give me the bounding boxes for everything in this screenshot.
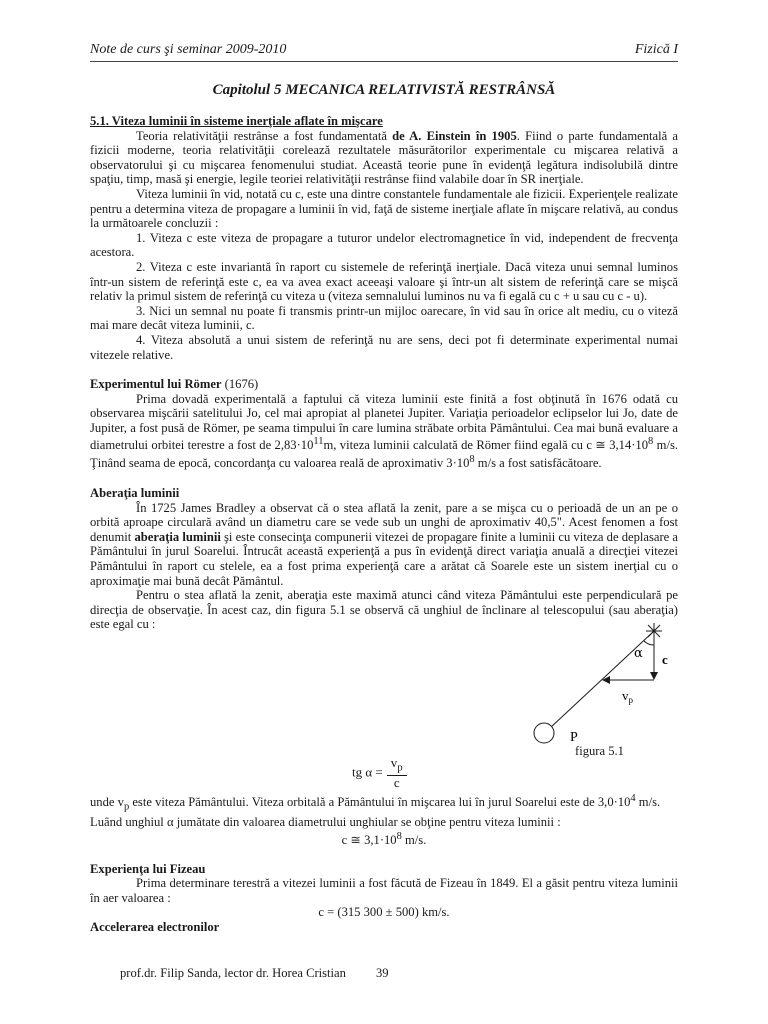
section-heading-aberatia: Aberaţia luminii [90, 486, 180, 501]
alpha-arc [644, 641, 654, 645]
section-heading-fizeau: Experienţa lui Fizeau [90, 861, 206, 876]
conclusion-3: 3. Nici un semnal nu poate fi transmis printr-un mijloc oarecare, în vid sau în orice alt mediu, cu o viteză mai mare decât viteza luminii, c. [90, 303, 678, 333]
conclusion-2: 2. Viteza c este invariantă în raport cu sistemele de referinţă inerţiale. Dacă viteza unui semnal luminos într-un sistem de referinţă este c, ea va avea exact aceeaşi valoare şi într-un alt sistem de referinţă care se mişcă relativ la primul sistem de referinţă cu viteza u (viteza semnalului luminos nu va fi egală cu c + u sau cu c - u). [90, 259, 678, 304]
paragraph: Viteza luminii în vid, notată cu c, este una dintre constantele fundamentale ale fizicii. Experienţele realizate pentru a determina viteza de propagare a luminii în vid, faţă de sisteme inerţiale aflate în mişcare relativă, au condus la următoarele concluzii : [90, 186, 678, 231]
figure-5-1-diagram [530, 620, 680, 750]
figure-block [90, 632, 678, 792]
header-subject: Fizică I [634, 42, 678, 57]
chapter-title: Capitolul 5 MECANICA RELATIVISTĂ RESTRÂNSĂ [212, 82, 556, 98]
section-heading-romer: Experimentul lui Römer (1676) [90, 377, 259, 392]
paragraph: Prima dovadă experimentală a faptului că viteza luminii este finită a fost obţinută în 1676 odată cu observarea mişcării satelitului Jo, cel mai apropiat al planetei Jupiter. Variaţia perioadelor eclipselor lui Jo, date de Jupiter, a fost pusă de Römer, pe seama timpului în care lumina străbate orbita Pământului. Cea mai bună evaluare a diametrului orbitei terestre a fost de $2,83\cdot 10^{11}m$, viteza luminii calculată de Römer fiind egală cu c ≅ $3,14\cdot 10^8$ m/s. Ţinând seama de epocă, concordanţa cu valoarea reală de aproximativ $3\cdot 10^8$ m/s a fost satisfăcătoare. [90, 391, 678, 471]
header-course: Note de curs şi seminar 2009-2010 [90, 42, 287, 57]
running-header [90, 40, 678, 62]
result-equation: c ≅ $3,1\cdot 10^8$ m/s. [341, 830, 427, 848]
conclusion-4: 4. Viteza absolută a unui sistem de referinţă nu are sens, deci pot fi determinate experimental numai vitezele relative. [90, 332, 678, 362]
fizeau-value: c = (315 300 ± 500) km/s. [318, 905, 450, 920]
paragraph: Luând unghiul α jumătate din valoarea diametrului unghiular se obţine pentru viteza luminii : [90, 815, 561, 830]
c-arrowhead [650, 672, 658, 680]
paragraph: Pentru o stea aflată la zenit, aberaţia este maximă atunci când viteza Pământului este perpendiculară pe direcţia de observaţie. În acest caz, din figura 5.1 se observă că unghiul de înclinare al telescopului (sau aberaţia) este egal cu : [90, 588, 678, 632]
section-heading-5-1: 5.1. Viteza luminii în sisteme inerţiale aflate în mişcare [90, 114, 383, 128]
formula-tg-alpha: tg α = $\frac{v_p}{c}$ [352, 756, 407, 791]
header-rule [90, 61, 678, 62]
label-P: P [570, 729, 578, 745]
label-alpha: α [634, 645, 643, 661]
label-v: $v_p$ [622, 687, 633, 705]
paragraph: Teoria relativităţii restrânse a fost fundamentată de A. Einstein în 1905. Fiind o parte fundamentală a fizicii moderne, teoria relativităţii corelează rezultatele măsurătorilor experimentale cu mişcarea relativă a observatorului şi cu mişcarea fenomenului studiat. Această teorie pune în evidenţă legătura indisolubilă dintre spaţiu, timp, masă şi energie, legile teoriei relativităţii restrânse fiind valabile doar în SR inerţiale. [90, 128, 678, 187]
section-heading-electroni: Accelerarea electronilor [90, 920, 220, 935]
paragraph: În 1725 James Bradley a observat că o stea aflată la zenit, pare a se mişca cu o perioadă de un an pe o orbită aproape circulară având un diametru care se vede sub un unghi de aproximativ 40,5". Acest fenomen a fost denumit aberaţia luminii şi este consecinţa compunerii vitezei de propagare finite a luminii cu viteza de deplasare a Pământului în jurul Soarelui. Întrucât această experienţă a pus în evidenţă direct variaţia anuală a direcţiei vitezei Pământului în raport cu stelele, ea a fost prima experienţă care a arătat că Soarele este un sistem inerţial cu o aproximaţie mai bună decât Pământul. [90, 500, 678, 588]
vp-arrowhead [602, 676, 610, 684]
earth-icon [534, 723, 554, 743]
page-number: 39 [376, 966, 389, 980]
figure-caption: figura 5.1 [575, 743, 624, 758]
label-c: c [662, 651, 668, 667]
main-text [90, 114, 678, 935]
footer-authors: prof.dr. Filip Sanda, lector dr. Horea Cristian [120, 966, 346, 980]
conclusion-1: 1. Viteza c este viteza de propagare a tuturor undelor electromagnetice în vid, independent de frecvenţa acestora. [90, 230, 678, 260]
paragraph: Prima determinare terestră a vitezei luminii a fost făcută de Fizeau în 1849. El a găsit pentru viteza luminii în aer valoarea : [90, 876, 678, 905]
paragraph: unde $v_p$ este viteza Pământului. Viteza orbitală a Pământului în mişcarea lui în jurul Soarelui este de $3,0\cdot 10^4$ m/s. [90, 792, 661, 813]
